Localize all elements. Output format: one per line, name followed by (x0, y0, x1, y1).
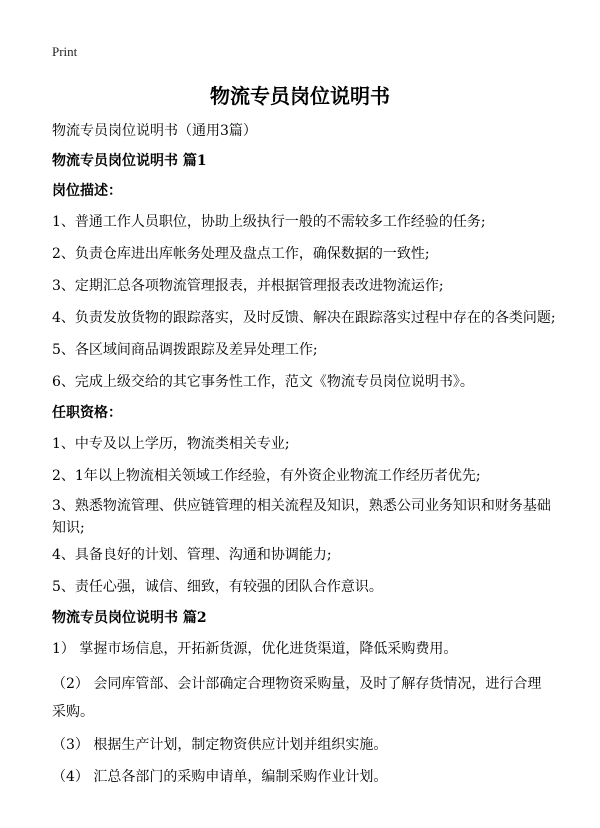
duty-item: 1、普通工作人员职位，协助上级执行一般的不需较多工作经验的任务; (52, 214, 486, 230)
part1-heading: 物流专员岗位说明书 篇1 (52, 153, 207, 169)
document-title: 物流专员岗位说明书 (210, 84, 390, 108)
duty-item: 6、完成上级交给的其它事务性工作，范文《物流专员岗位说明书》。 (52, 374, 474, 390)
part2-item: （3） 根据生产计划，制定物资供应计划并组织实施。 (52, 737, 388, 753)
qualifications-heading: 任职资格： (52, 405, 122, 421)
qualification-item: 2、1年以上物流相关领域工作经验，有外资企业物流工作经历者优先; (52, 468, 481, 484)
qualification-item: 1、中专及以上学历，物流类相关专业; (52, 436, 290, 452)
qualification-item: 5、责任心强，诚信、细致，有较强的团队合作意识。 (52, 579, 383, 595)
duty-item: 2、负责仓库进出库帐务处理及盘点工作，确保数据的一致性; (52, 246, 430, 262)
part2-item: （2） 会同库管部、会计部确定合理物资采购量，及时了解存货情况，进行合理采购。 (52, 676, 542, 720)
print-label: Print (52, 44, 78, 59)
qualification-item: 4、具备良好的计划、管理、沟通和协调能力; (52, 547, 332, 563)
duty-item: 3、定期汇总各项物流管理报表，并根据管理报表改进物流运作; (52, 278, 444, 294)
duty-item: 4、负责发放货物的跟踪落实，及时反馈、解决在跟踪落实过程中存在的各类问题; (52, 310, 556, 326)
duties-heading: 岗位描述： (52, 183, 122, 199)
part2-item: 1） 掌握市场信息，开拓新货源，优化进货渠道，降低采购费用。 (52, 641, 458, 657)
qualification-item: 3、熟悉物流管理、供应链管理的相关流程及知识，熟悉公司业务知识和财务基础知识; (52, 498, 551, 536)
part2-heading: 物流专员岗位说明书 篇2 (52, 610, 207, 626)
part2-item: （4） 汇总各部门的采购申请单，编制采购作业计划。 (52, 769, 388, 785)
document-intro: 物流专员岗位说明书（通用3篇） (52, 123, 257, 139)
duty-item: 5、各区域间商品调拨跟踪及差异处理工作; (52, 342, 318, 358)
